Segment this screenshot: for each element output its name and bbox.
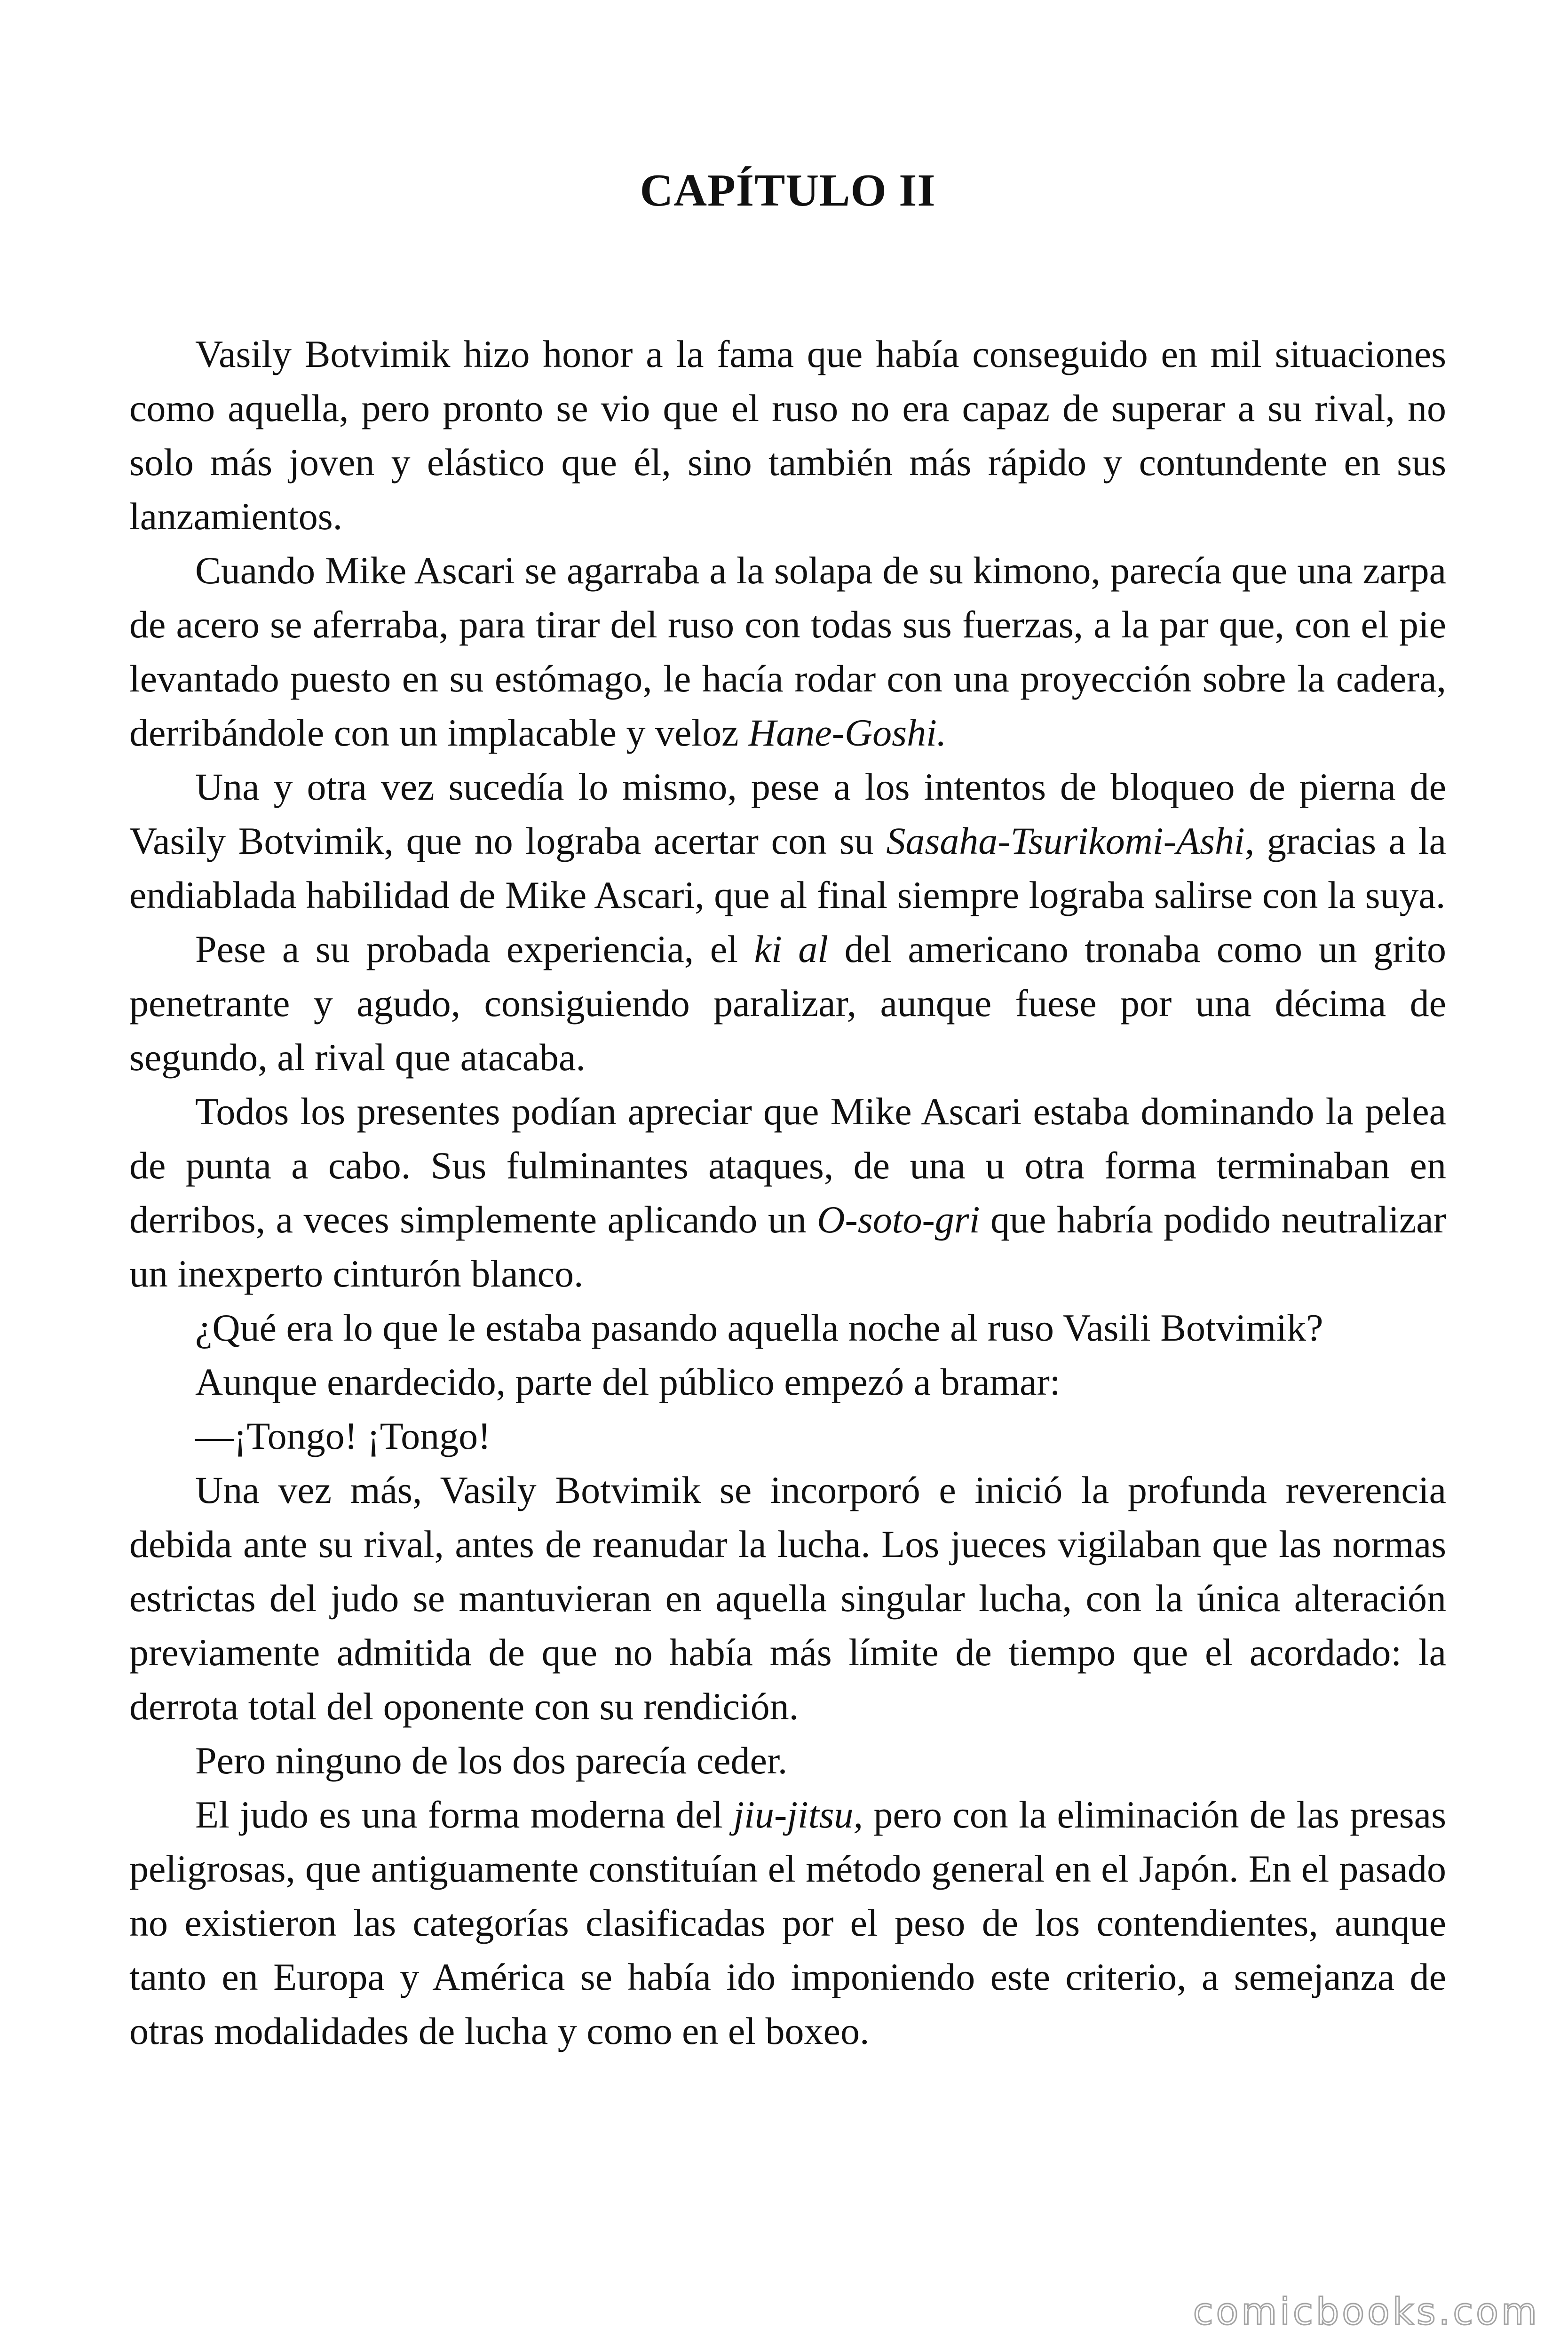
text-segment: Vasily Botvimik hizo honor a la fama que había conseguido en mil situaciones como aquella, pero pronto se vio que el ruso no era capaz de superar a su rival, no solo más joven y elástico que él, sino también más rápido y contundente en sus lanzamientos.	[129, 333, 1446, 538]
paragraph	[129, 1355, 1446, 1409]
text-segment: Aunque enardecido, parte del público empezó a bramar:	[195, 1360, 1061, 1403]
italic-term: Hane-Goshi.	[748, 711, 947, 754]
watermark: comicbooks.com	[1193, 2291, 1540, 2333]
paragraph	[129, 1301, 1446, 1355]
italic-term: Sasaha-Tsurikomi-Ashi,	[886, 819, 1255, 862]
text-segment: que habría podido neutralizar un inexperto cinturón blanco.	[129, 1198, 1446, 1295]
chapter-body	[129, 327, 1446, 2058]
text-segment: Pese a su probada experiencia, el	[195, 928, 754, 970]
paragraph	[129, 1084, 1446, 1301]
italic-term: jiu-jitsu,	[733, 1793, 863, 1836]
paragraph	[129, 760, 1446, 922]
paragraph	[129, 1463, 1446, 1733]
paragraph	[129, 1788, 1446, 2058]
text-segment: Pero ninguno de los dos parecía ceder.	[195, 1739, 788, 1782]
text-segment: Una vez más, Vasily Botvimik se incorporó e inició la profunda reverencia debida ante su rival, antes de reanudar la lucha. Los jueces vigilaban que las normas estrictas del judo se mantuvieran en aquella singular lucha, con la única alteración previamente admitida de que no había más límite de tiempo que el acordado: la derrota total del oponente con su rendición.	[129, 1469, 1446, 1728]
text-segment: ¿Qué era lo que le estaba pasando aquella noche al ruso Vasili Botvimik?	[195, 1306, 1323, 1349]
text-segment: gracias a la endiablada habilidad de Mike Ascari, que al final siempre lograba salirse con la suya.	[129, 819, 1446, 916]
book-page	[129, 0, 1446, 2352]
paragraph	[129, 922, 1446, 1084]
text-segment: El judo es una forma moderna del	[195, 1793, 734, 1836]
italic-term: O-soto-gri	[817, 1198, 980, 1241]
text-segment: Cuando Mike Ascari se agarraba a la solapa de su kimono, parecía que una zarpa de acero se aferraba, para tirar del ruso con todas sus fuerzas, a la par que, con el pie levantado puesto en su estómago, le hacía rodar con una proyección sobre la cadera, derribándole con un implacable y veloz	[129, 549, 1446, 754]
paragraph	[129, 543, 1446, 760]
text-segment: del americano tronaba como un grito penetrante y agudo, consiguiendo paralizar, aunque fuese por una décima de segundo, al rival que atacaba.	[129, 928, 1446, 1079]
text-segment: —¡Tongo! ¡Tongo!	[195, 1414, 491, 1457]
chapter-title: CAPÍTULO II	[640, 165, 936, 216]
text-segment: Una y otra vez sucedía lo mismo, pese a los intentos de bloqueo de pierna de Vasily Botvimik, que no lograba acertar con su	[129, 765, 1446, 862]
text-segment: Todos los presentes podían apreciar que Mike Ascari estaba dominando la pelea de punta a cabo. Sus fulminantes ataques, de una u otra forma terminaban en derribos, a veces simplemente aplicando un	[129, 1090, 1446, 1241]
italic-term: ki al	[754, 928, 829, 970]
paragraph	[129, 327, 1446, 543]
text-segment: pero con la eliminación de las presas peligrosas, que antiguamente constituían el método general en el Japón. En el pasado no existieron las categorías clasificadas por el peso de los contendientes, aunque tanto en Europa y América se había ido imponiendo este criterio, a semejanza de otras modalidades de lucha y como en el boxeo.	[129, 1793, 1446, 2052]
dialogue-line	[129, 1409, 1446, 1463]
paragraph	[129, 1733, 1446, 1788]
